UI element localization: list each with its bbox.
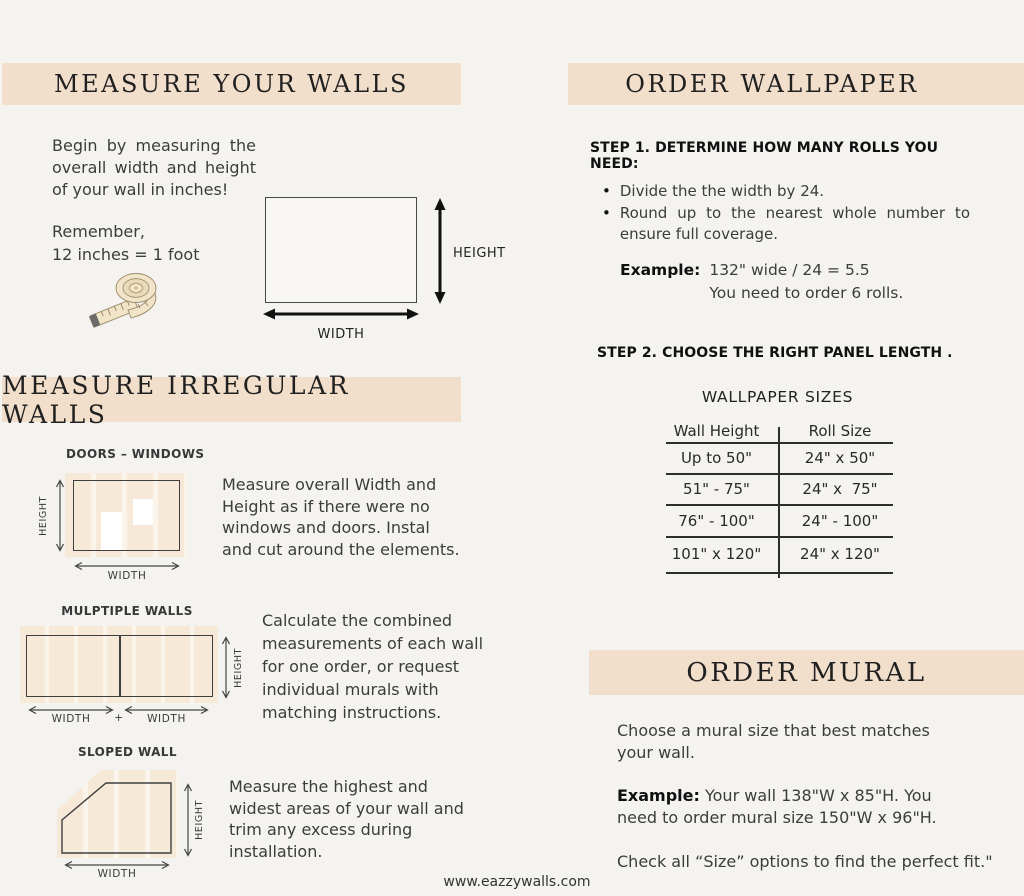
sloped-wall-label: SLOPED WALL — [78, 745, 177, 759]
example-line2: You need to order 6 rolls. — [709, 284, 904, 302]
multiple-walls-plus-label: + — [114, 712, 124, 724]
bullet-2-text: Round up to the nearest whole number to ensure full coverage. — [619, 203, 970, 243]
doors-windows-height-arrow-icon — [55, 479, 65, 552]
height-arrow-icon — [432, 198, 448, 304]
multiple-walls-height-arrow-icon — [221, 636, 231, 699]
sloped-wall-width-label: WIDTH — [97, 868, 137, 880]
mural-paragraph-3: Check all “Size” options to find the perfect fit." — [617, 852, 993, 871]
multiple-walls-height-label-box — [231, 636, 245, 699]
measure-walls-remember-line1: Remember, — [52, 222, 145, 241]
table-rule — [666, 473, 893, 475]
banner-measure-your-walls-title: MEASURE YOUR WALLS — [54, 70, 409, 98]
doors-windows-height-label: HEIGHT — [37, 495, 49, 536]
step1-bullet-list — [602, 181, 970, 246]
mural-example-text: Your wall 138"W x 85"H. You need to order mural size 150"W x 96"H. — [617, 786, 937, 827]
doors-windows-diagram — [65, 473, 188, 557]
banner-order-mural — [589, 650, 1024, 695]
sloped-wall-outline — [57, 770, 178, 858]
table-header-wall-height: Wall Height — [673, 422, 760, 440]
table-cell-wall-1: 51" - 75" — [683, 480, 750, 498]
step2-heading: STEP 2. CHOOSE THE RIGHT PANEL LENGTH . — [597, 345, 953, 361]
door-shape — [101, 512, 122, 550]
table-cell-roll-1: 24" x 75" — [802, 480, 878, 498]
multiple-walls-label: MULPTIPLE WALLS — [61, 604, 193, 618]
table-cell-wall-3: 101" x 120" — [671, 545, 762, 563]
banner-order-wallpaper-title: ORDER WALLPAPER — [625, 70, 919, 98]
mural-paragraph-2 — [617, 785, 973, 829]
sloped-wall-height-label-box — [192, 783, 206, 857]
website-footer: www.eazzywalls.com — [443, 874, 591, 890]
doors-windows-height-label-box — [36, 479, 50, 552]
doors-windows-wall-outline — [73, 480, 180, 551]
bullet-glyph: • — [602, 182, 611, 200]
table-cell-roll-2: 24" - 100" — [801, 512, 879, 530]
measure-walls-intro: Begin by measuring the overall width and height of your wall in inches! — [52, 136, 256, 199]
banner-order-wallpaper — [568, 63, 1024, 105]
multiple-walls-diagram — [20, 626, 218, 703]
table-rule — [666, 504, 893, 506]
doors-windows-label: DOORS – WINDOWS — [66, 447, 205, 461]
window-shape — [133, 499, 153, 525]
wallpaper-sizes-table — [655, 415, 900, 585]
width-dimension-label: WIDTH — [317, 327, 365, 342]
wallpaper-sizes-title: WALLPAPER SIZES — [701, 388, 854, 406]
mural-example-label: Example: — [617, 786, 700, 805]
example-line1: 132" wide / 24 = 5.5 — [709, 261, 870, 279]
table-rule — [666, 536, 893, 538]
table-rule — [666, 442, 893, 444]
bullet-item-2 — [602, 203, 970, 246]
wall-diagram-rectangle — [265, 197, 417, 303]
table-header-roll-size: Roll Size — [808, 422, 872, 440]
width-arrow-icon — [263, 306, 419, 322]
doors-windows-width-label: WIDTH — [107, 570, 147, 582]
table-cell-roll-3: 24" x 120" — [800, 545, 880, 563]
multiple-walls-width-label-left: WIDTH — [51, 713, 91, 725]
example-label: Example: — [620, 261, 701, 279]
doors-windows-text: Measure overall Width and Height as if there were no windows and doors. Instal and cut around the elements. — [222, 475, 460, 559]
tape-measure-icon — [86, 266, 176, 332]
multiple-walls-height-label: HEIGHT — [232, 647, 244, 688]
bullet-1-text: Divide the the width by 24. — [619, 182, 825, 200]
height-dimension-label: HEIGHT — [453, 246, 506, 261]
table-cell-wall-2: 76" - 100" — [678, 512, 755, 530]
table-cell-roll-0: 24" x 50" — [804, 449, 876, 467]
banner-measure-your-walls — [2, 63, 461, 105]
banner-measure-irregular-walls — [2, 370, 461, 429]
bullet-item-1 — [602, 181, 970, 203]
mural-paragraph-1: Choose a mural size that best matches your wall. — [617, 721, 930, 762]
table-cell-wall-0: Up to 50" — [680, 449, 753, 467]
multiple-walls-width-label-right: WIDTH — [147, 713, 186, 725]
banner-measure-irregular-walls-title: MEASURE IRREGULAR WALLS — [2, 370, 350, 429]
multiple-walls-text: Calculate the combined measurements of each wall for one order, or request individual murals with matching instructions. — [262, 611, 484, 722]
banner-order-mural-title: ORDER MURAL — [686, 657, 927, 688]
step1-heading: STEP 1. DETERMINE HOW MANY ROLLS YOU NEED: — [590, 140, 939, 172]
step1-example — [620, 259, 903, 305]
table-rule — [666, 572, 893, 574]
sloped-wall-height-label: HEIGHT — [193, 800, 205, 840]
bullet-glyph: • — [602, 203, 611, 222]
multiple-walls-divider — [119, 635, 121, 697]
measure-walls-remember-line2: 12 inches = 1 foot — [52, 245, 200, 264]
sloped-wall-text: Measure the highest and widest areas of your wall and trim any excess during installation. — [229, 777, 464, 861]
